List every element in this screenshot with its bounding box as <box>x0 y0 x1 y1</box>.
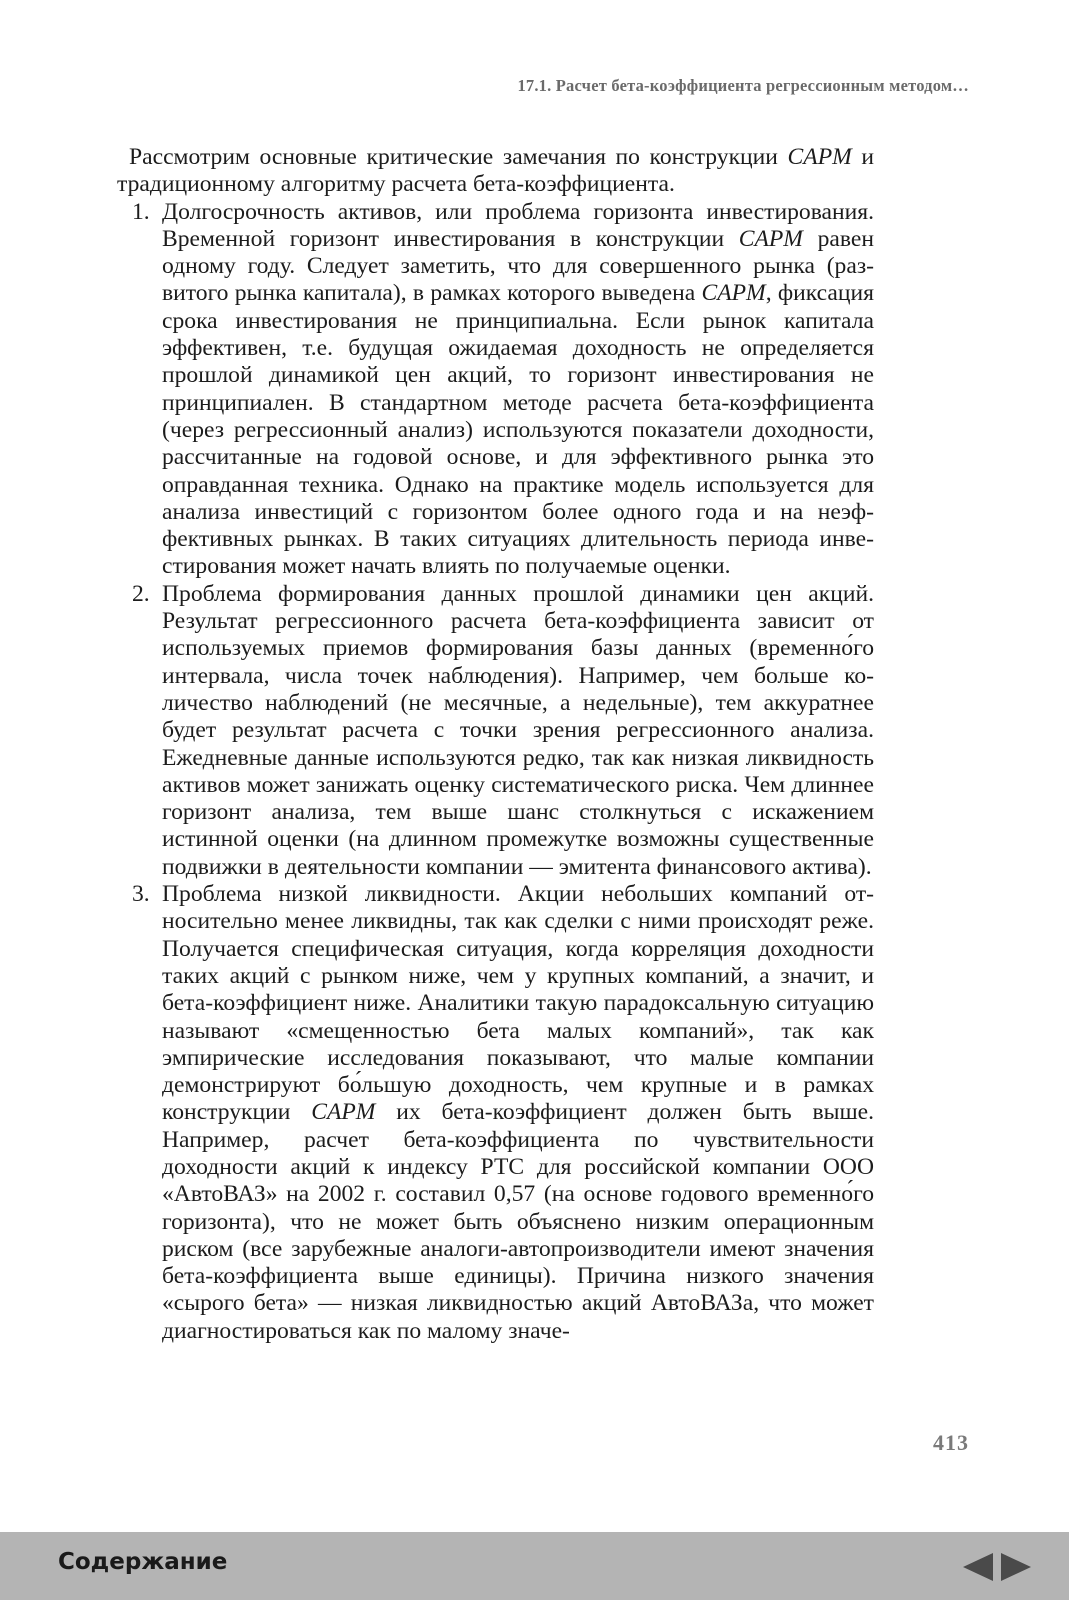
item-text: равен одному году. Следует заметить, что для совершенного рынка (развитого рынка капитала), в рамках которого выведена <box>162 225 874 307</box>
list-item <box>117 581 874 881</box>
intro-capm: CAPM <box>787 144 852 170</box>
item-capm: CAPM <box>738 225 803 252</box>
list-item <box>117 881 874 1345</box>
running-title: 17.1. Расчет бета-коэффициента регрессионным методом… <box>517 76 969 95</box>
item-text: их бета-коэффициент должен быть выше. Например, расчет бета-коэффициента по чувствительности доходности акций к индексу РТС для российской компании ООО «АвтоВАЗ» на 2002 г. составил 0,57 (на основе годового временно́го горизонта), что не может быть объяснено низким операционным риском (все зарубежные аналоги-автопроизводители имеют значения бета-коэффициента выше единицы). Причина низкого значения «сырого бета» — низкая ликвидностью акций АвтоВАЗа, что может диагностироваться как по малому значе- <box>162 1099 874 1344</box>
item-capm: CAPM <box>701 280 766 307</box>
item-text: Долгосрочность активов, или проблема горизонта инвестирования. Временной горизонт инвестирования в конструкции <box>162 198 874 252</box>
list-number: 1. <box>132 198 150 225</box>
next-page-icon[interactable] <box>999 1552 1033 1582</box>
item-text: , фиксация срока инвестирования не принципиальна. Если рынок капитала эффективен, т.е. будущая ожидаемая доходность не определяется прошлой динамикой цен акций, то горизонт инвестирования не принципиален. В стандартном методе расчета бета-коэффициента (через регрессионный анализ) используются показатели доходности, рассчитанные на годовой основе, и для эффективного рынка это оправданная техника. Однако на практике модель используется для анализа инвестиций с горизонтом более одного года и на неэффективных рынках. В таких ситуациях длительность периода инвестирования может начать влиять по получаемые оценки. <box>162 280 874 580</box>
toc-link[interactable]: Содержание <box>58 1549 228 1575</box>
criticism-list <box>117 199 874 1345</box>
bottom-nav-bar <box>0 1532 1069 1600</box>
intro-paragraph <box>117 144 874 199</box>
item-text: Проблема низкой ликвидности. Акции небольших компаний относительно менее ликвидны, так как сделки с ними происходят реже. Получается специфическая ситуация, когда корреляция доходности таких акций с рынком ниже, чем у крупных компаний, а значит, и бета-коэффициент ниже. Аналитики такую парадоксальную ситуацию называют «смещенностью бета малых компаний», так как эмпирические исследования показывают, что малые компании демонстрируют бо́льшую доходность, чем крупные и в рамках конструкции <box>162 881 874 1126</box>
list-number: 2. <box>132 580 150 607</box>
page-number: 413 <box>933 1430 969 1455</box>
list-item <box>117 199 874 581</box>
intro-text-1: Рассмотрим основные критические замечания по конструкции <box>129 144 788 170</box>
list-number: 3. <box>132 881 150 908</box>
page-body <box>117 144 874 1345</box>
prev-page-icon[interactable] <box>961 1552 995 1582</box>
page-nav-arrows <box>961 1552 1033 1582</box>
item-capm: CAPM <box>311 1099 376 1126</box>
item-text: Проблема формирования данных прошлой динамики цен акций. Результат регрессионного расчета бета-коэффициента зависит от используемых приемов формирования базы данных (временно́го интервала, числа точек наблюдения). Например, чем больше количество наблюдений (не месячные, а недельные), тем аккуратнее будет результат расчета с точки зрения регрессионного анализа. Ежедневные данные используются редко, так как низкая ликвидность активов может занижать оценку систематического риска. Чем длиннее горизонт анализа, тем выше шанс столкнуться с искажением истинной оценки (на длинном промежутке возможны существенные подвижки в деятельности компании — эмитента финансового актива). <box>162 580 874 880</box>
intro-text-2: и традиционному алгоритму расчета бета-коэффициента. <box>117 144 874 198</box>
